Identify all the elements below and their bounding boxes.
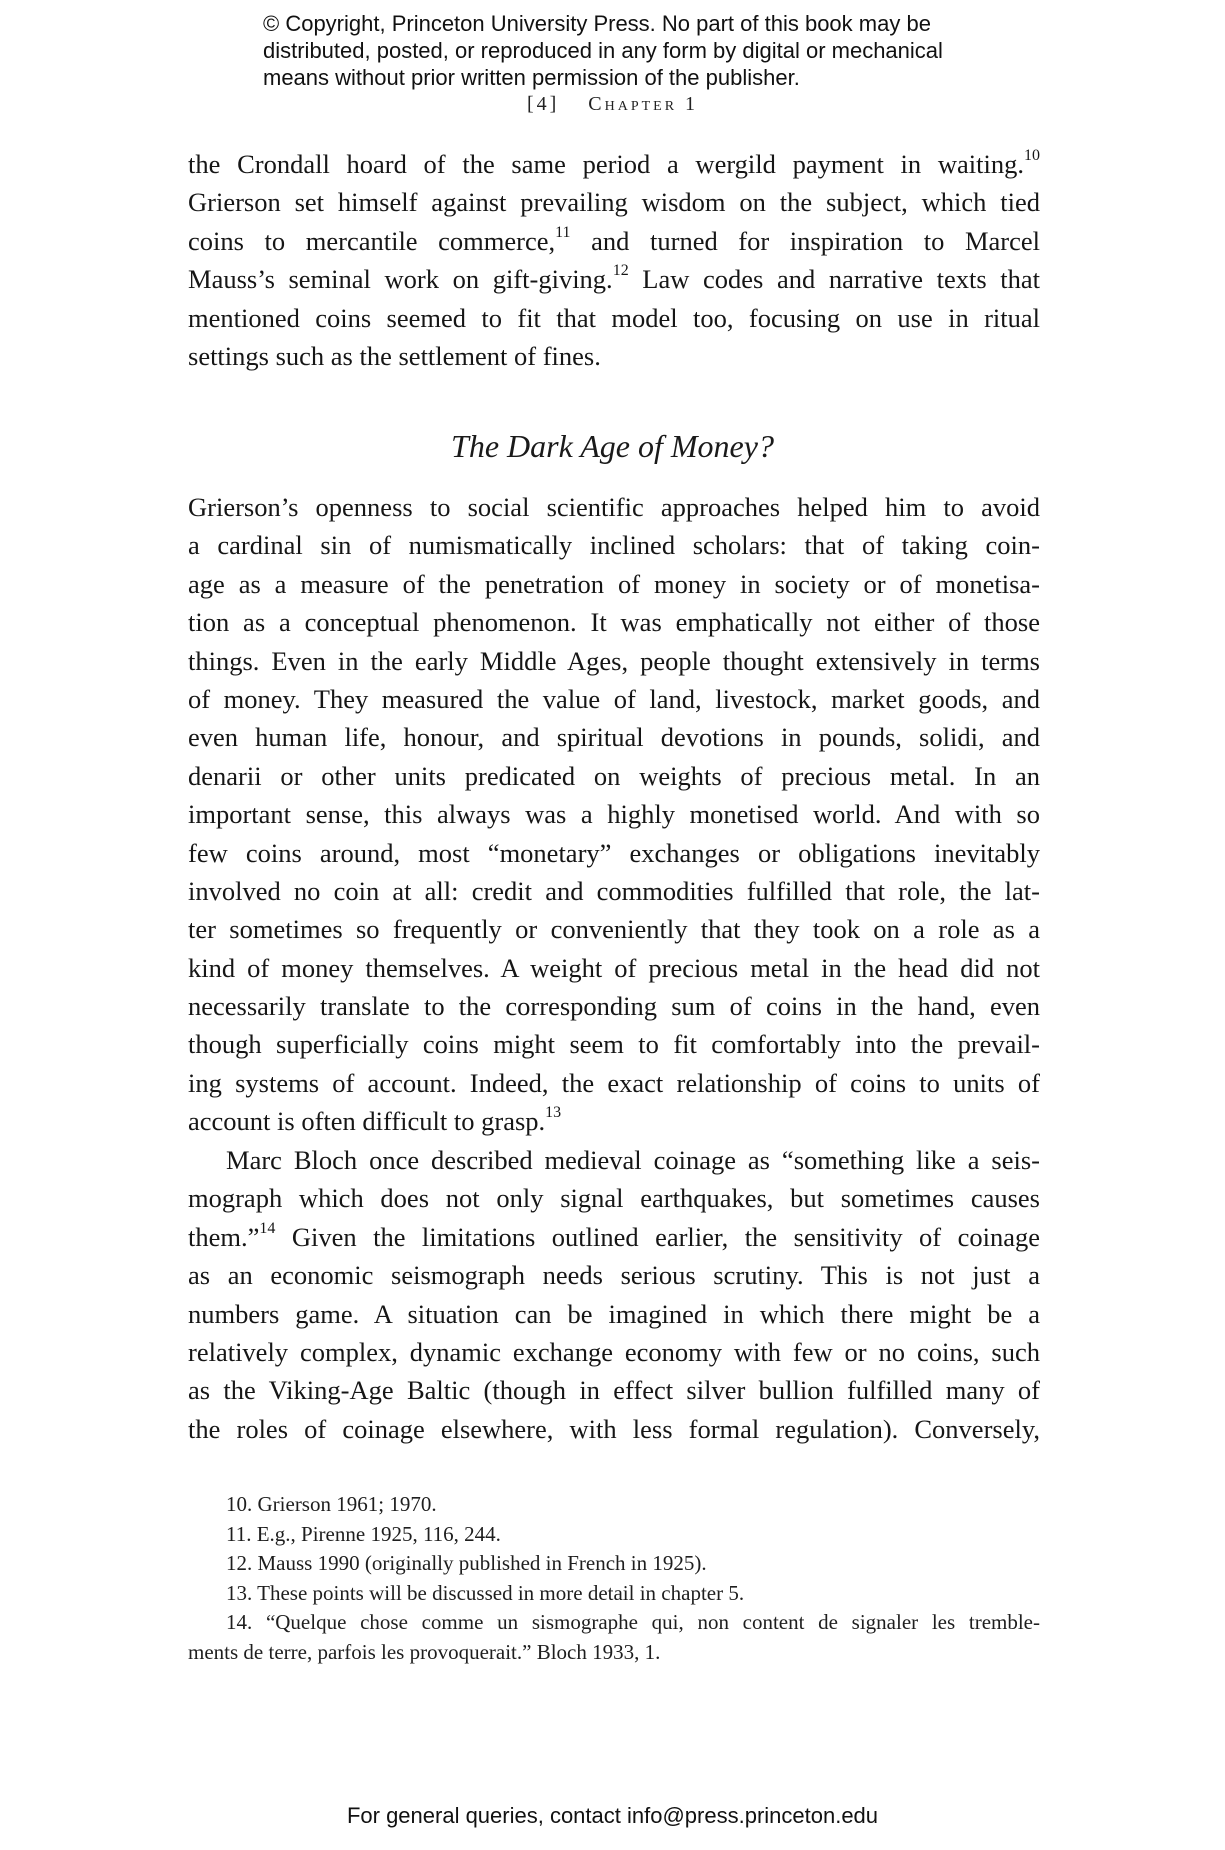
text-line: ter sometimes so frequently or conveniently that they took on a role as a [188,914,1040,945]
text-line: numbers game. A situation can be imagined in which there might be a [188,1298,1040,1329]
text-line: things. Even in the early Middle Ages, people thought extensively in terms [188,645,1040,676]
footnote-ref: 10 [1024,147,1040,165]
footer-contact: For general queries, contact info@press.princeton.edu [346,1803,879,1828]
copyright-notice [263,10,1023,91]
text-line: a cardinal sin of numismatically inclined scholars: that of taking coin- [188,530,1040,561]
text-line: though superficially coins might seem to fit comfortably into the prevail- [188,1029,1040,1060]
text-line: of money. They measured the value of land, livestock, market goods, and [188,683,1040,714]
footnote: 12. Mauss 1990 (originally published in French in 1925). [226,1551,707,1575]
footnote: 11. E.g., Pirenne 1925, 116, 244. [226,1521,501,1546]
text-line: tion as a conceptual phenomenon. It was emphatically not either of those [188,607,1040,638]
text-line: Marc Bloch once described medieval coinage as “something like a seis- [226,1145,1040,1175]
paragraph [188,488,1040,1141]
text-line: account is often difficult to grasp.$^{13}$ [188,1104,562,1137]
paragraph [188,1141,1040,1448]
footnotes [188,1490,1040,1667]
copyright-line: © Copyright, Princeton University Press. No part of this book may be [263,11,931,36]
text-line: settings such as the settlement of fines. [188,340,601,371]
paragraph-continued [188,145,1040,375]
text-line: even human life, honour, and spiritual devotions in pounds, solidi, and [188,722,1040,753]
footnote-ref: 11 [555,223,571,241]
copyright-line: means without prior written permission of the publisher. [263,65,800,90]
text-line: coins to mercantile commerce,$^{11}$ and turned for inspiration to Marcel [188,223,1040,256]
text-line: involved no coin at all: credit and commodities fulfilled that role, the lat- [188,875,1040,906]
chapter-label: Chapter 1 [588,93,699,115]
text-line: ing systems of account. Indeed, the exact relationship of coins to units of [188,1067,1040,1098]
footnote-ref: 14 [259,1219,276,1237]
text-line: important sense, this always was a highly monetised world. And with so [188,799,1040,830]
footnote-ref: 12 [612,262,629,280]
text-line: Grierson’s openness to social scientific approaches helped him to avoid [188,492,1040,522]
footnote: 10. Grierson 1961; 1970. [226,1492,437,1516]
text-line: denarii or other units predicated on weights of precious metal. In an [188,760,1040,791]
text-line: mograph which does not only signal earthquakes, but sometimes causes [188,1183,1040,1214]
footnote: 14. “Quelque chose comme un sismographe qui, non content de signaler les tremble- [226,1610,1040,1634]
text-line: as the Viking-Age Baltic (though in effect silver bullion fulfilled many of [188,1375,1040,1406]
running-head [0,93,1225,116]
text-line: them.”$^{14}$ Given the limitations outlined earlier, the sensitivity of coinage [188,1219,1040,1252]
text-line: Grierson set himself against prevailing wisdom on the subject, which tied [188,187,1040,218]
copyright-line: distributed, posted, or reproduced in any form by digital or mechanical [263,38,943,63]
text-line: the roles of coinage elsewhere, with less formal regulation). Conversely, [188,1413,1040,1444]
page-number: [4] [526,93,560,115]
text-line: mentioned coins seemed to fit that model too, focusing on use in ritual [188,302,1040,333]
footnote-continuation: ments de terre, parfois les provoquerait.” Bloch 1933, 1. [188,1639,661,1664]
text-line: necessarily translate to the corresponding sum of coins in the hand, even [188,991,1040,1022]
text-line: kind of money themselves. A weight of precious metal in the head did not [188,952,1040,983]
text-line: Mauss’s seminal work on gift-giving.$^{12}$ Law codes and narrative texts that [188,262,1040,295]
text-line: as an economic seismograph needs serious scrutiny. This is not just a [188,1260,1040,1291]
section-heading: The Dark Age of Money? [451,428,774,464]
text-line: age as a measure of the penetration of money in society or of monetisa- [188,568,1040,599]
footnote: 13. These points will be discussed in more detail in chapter 5. [226,1580,745,1605]
text-line: relatively complex, dynamic exchange economy with few or no coins, such [188,1336,1040,1367]
text-line: the Crondall hoard of the same period a wergild payment in waiting.$^{10}$ [188,147,1040,179]
text-line: few coins around, most “monetary” exchanges or obligations inevitably [188,837,1040,868]
footnote-ref: 13 [545,1104,562,1122]
